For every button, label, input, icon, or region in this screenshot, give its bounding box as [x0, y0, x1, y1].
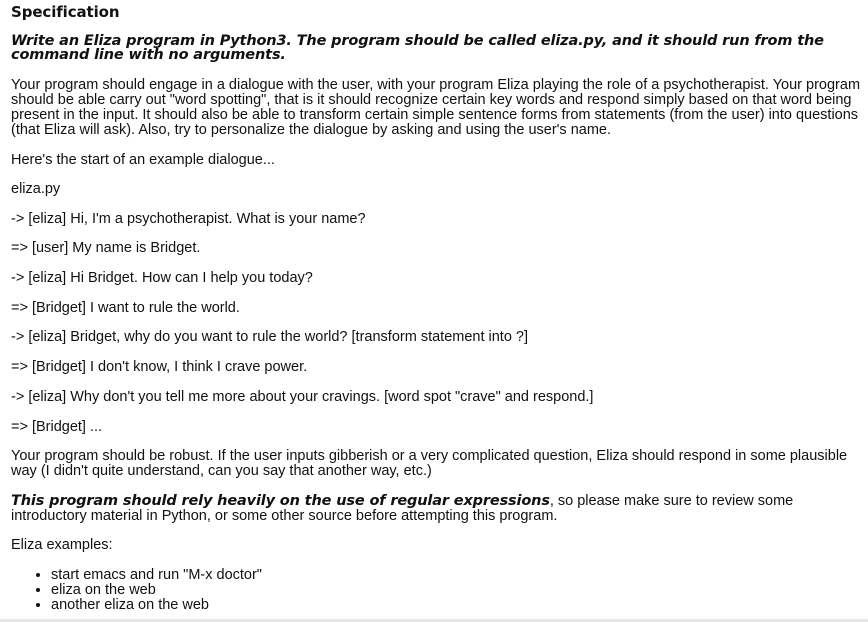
dialogue-line: => [Bridget] I want to rule the world. [11, 299, 240, 316]
document-page [11, 5, 861, 613]
list-item [51, 598, 861, 613]
dialogue-line: -> [eliza] Why don't you tell me more about your cravings. [word spot "crave" and respond.] [11, 388, 594, 405]
dialogue-line: -> [eliza] Hi Bridget. How can I help you today? [11, 270, 313, 287]
section-heading: Specification [11, 3, 120, 21]
lead-instruction: Write an Eliza program in Python3. The program should be called eliza.py, and it should run from the command line with no arguments. [11, 33, 824, 63]
robust-paragraph: Your program should be robust. If the user inputs gibberish or a very complicated question, Eliza should respond in some plausible way (I didn't quite understand, can you say that another way, etc.) [11, 448, 848, 480]
dialogue-line: eliza.py [11, 181, 61, 197]
examples-list [11, 568, 861, 613]
dialogue-line: => [Bridget] I don't know, I think I crave power. [11, 359, 308, 376]
example-link-web[interactable]: eliza on the web [51, 581, 156, 598]
examples-label: Eliza examples: [11, 537, 113, 554]
dialogue-line: => [Bridget] ... [11, 418, 103, 435]
dialogue-intro: Here's the start of an example dialogue... [11, 151, 275, 168]
dialogue-line: -> [eliza] Bridget, why do you want to rule the world? [transform statement into ?] [11, 329, 529, 346]
example-link-another-web[interactable]: another eliza on the web [51, 596, 209, 613]
list-item [51, 583, 861, 598]
dialogue-line: => [user] My name is Bridget. [11, 240, 201, 257]
regex-paragraph [11, 494, 861, 524]
regex-emphasis: This program should rely heavily on the use of regular expressions [11, 492, 550, 509]
dialogue-line: -> [eliza] Hi, I'm a psychotherapist. What is your name? [11, 210, 366, 227]
example-item-emacs: start emacs and run "M-x doctor" [51, 566, 262, 583]
regex-rest: , so please make sure to review some introductory material in Python, or some other source before attempting this program. [11, 492, 794, 524]
example-dialogue [11, 182, 861, 435]
intro-paragraph: Your program should engage in a dialogue with the user, with your program Eliza playing the role of a psychotherapist. Your program should be able carry out "word spotting", that is it should recognize certain key words and respond simply based on that word being present in the input. It should also be able to transform certain simple sentence forms from statements (from the user) into questions (that Eliza will ask). Also, try to personalize the dialogue by asking and using the user's name. [11, 77, 861, 138]
list-item [51, 568, 861, 583]
